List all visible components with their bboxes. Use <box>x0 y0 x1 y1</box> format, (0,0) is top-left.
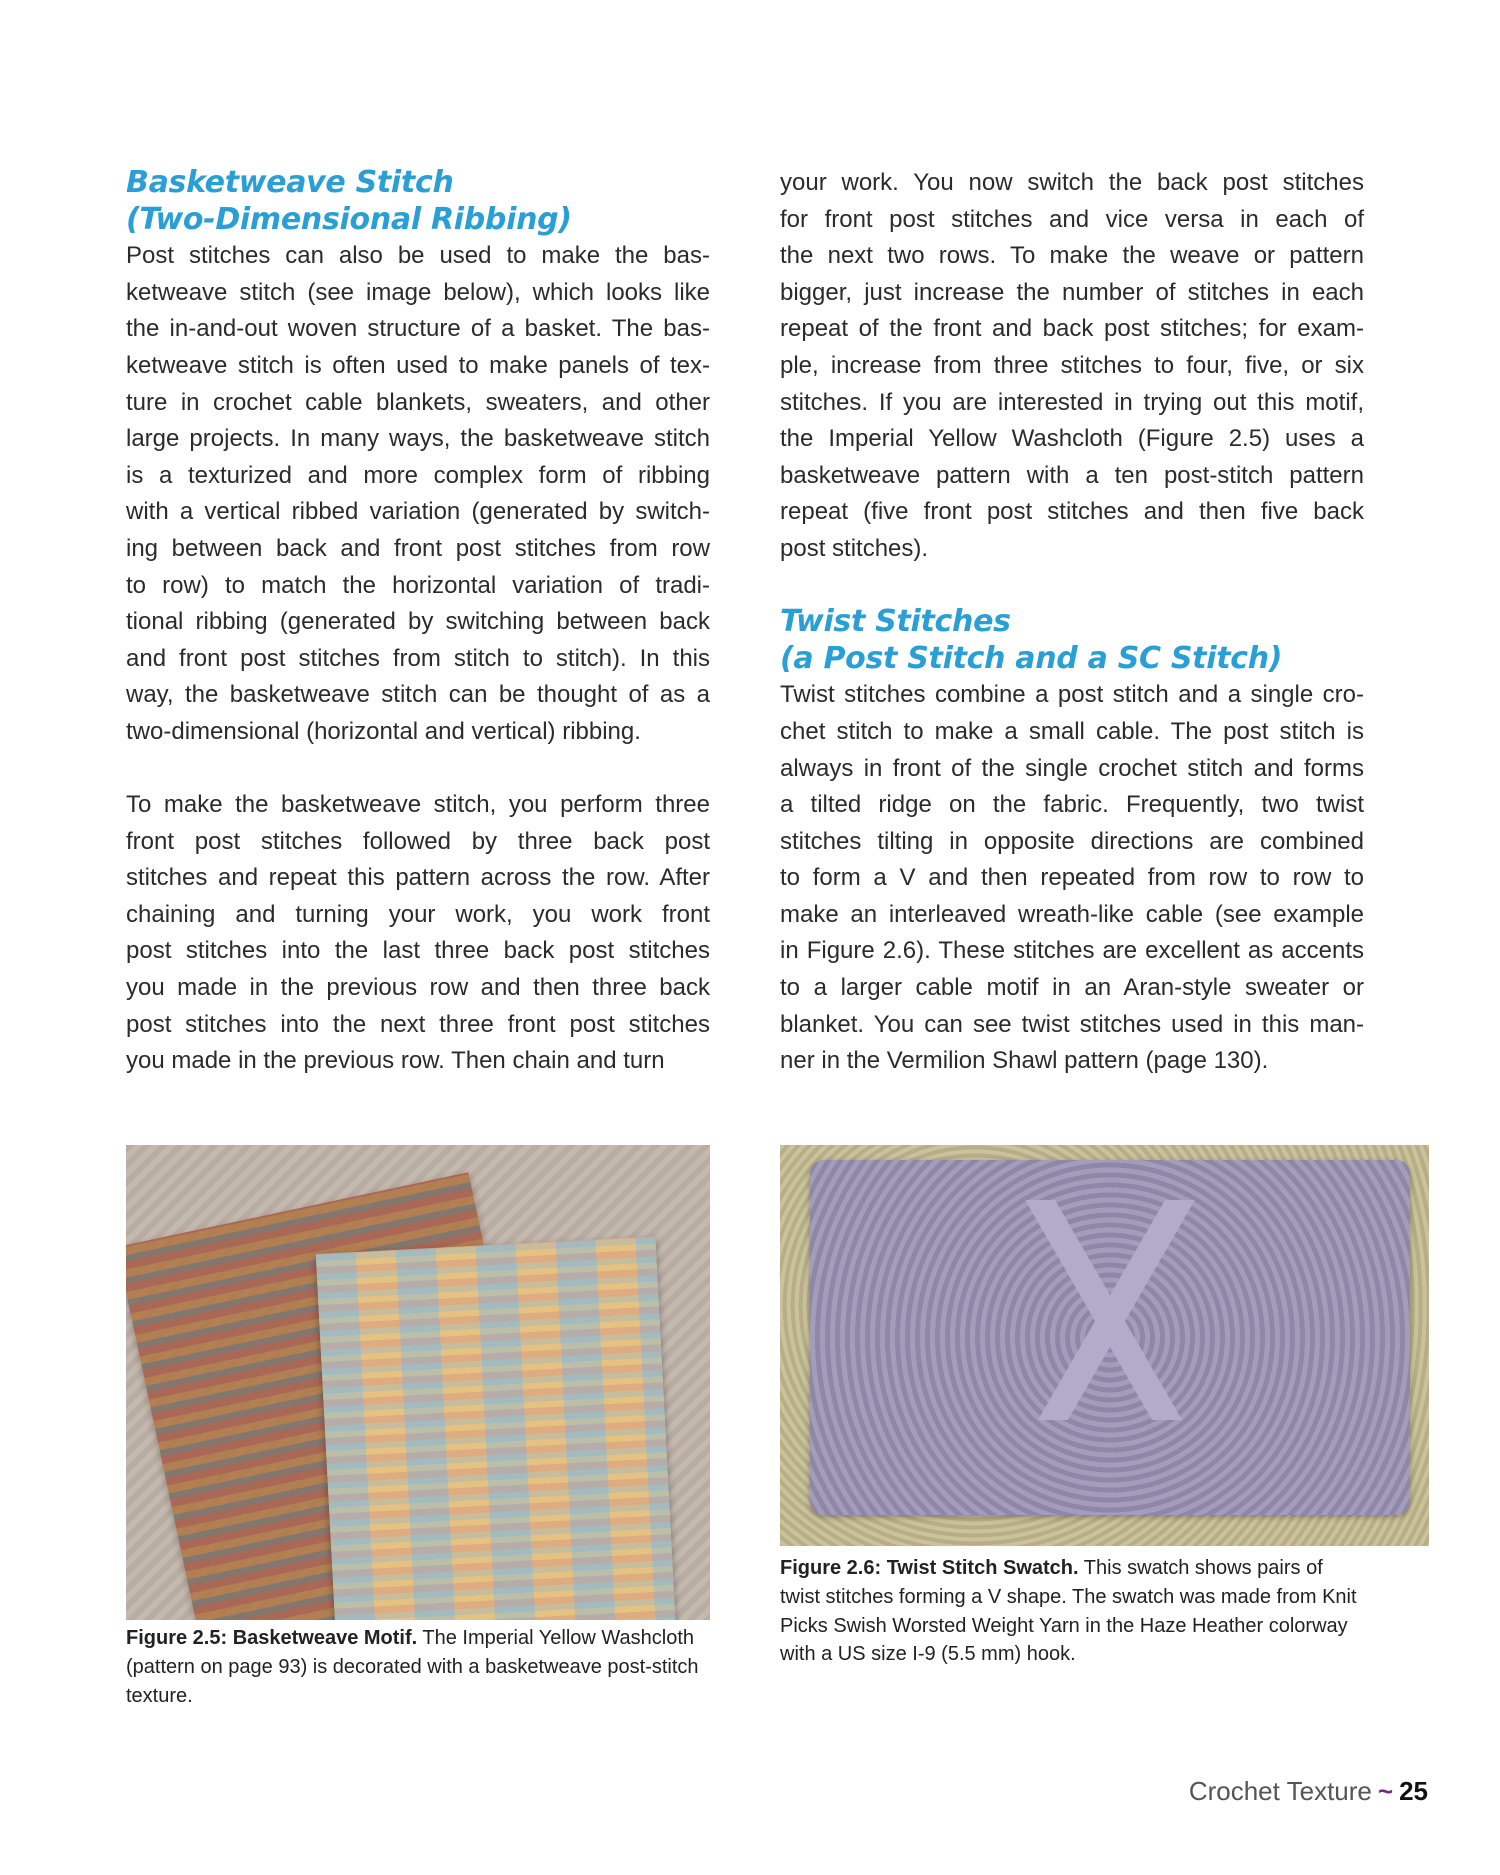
body-text-line: post stitches into the last three back post stitches <box>126 937 710 965</box>
body-text-line: tional ribbing (generated by switching between back <box>126 608 710 636</box>
running-footer-title: Crochet Texture <box>1188 1776 1372 1806</box>
body-text-line: you made in the previous row. Then chain and turn <box>126 1047 665 1075</box>
figure-text: The Imperial Yellow Washcloth (pattern on page 93) is decorated with a basketweave post-stitch texture. <box>126 1627 699 1707</box>
body-text-line: stitches and repeat this pattern across the row. After <box>126 864 710 892</box>
body-text-line: ketweave stitch (see image below), which looks like <box>126 278 710 306</box>
heading-line: (a Post Stitch and a SC Stitch) <box>780 640 1283 676</box>
body-text-line: two-dimensional (horizontal and vertical) ribbing. <box>126 717 641 745</box>
figure-text: This swatch shows pairs of twist stitches forming a V shape. The swatch was made from Knit Picks Swish Worsted Weight Yarn in the Haze Heather colorway with a US size I-9 (5.5 mm) hook. <box>780 1557 1357 1666</box>
body-text-line: front post stitches followed by three back post <box>126 827 710 855</box>
body-text-line: and front post stitches from stitch to stitch). In this <box>126 644 710 672</box>
basketweave-washcloth-photo <box>126 1145 710 1620</box>
body-text-line: to row) to match the horizontal variation of tradi- <box>126 571 710 599</box>
body-text-line: way, the basketweave stitch can be thought of as a <box>126 681 710 709</box>
body-text-line: ner in the Vermilion Shawl pattern (page 130). <box>780 1047 1269 1075</box>
body-text-line: post stitches). <box>780 534 929 562</box>
heading-line: (Two-Dimensional Ribbing) <box>126 201 572 237</box>
body-text-line: ing between back and front post stitches from row <box>126 534 710 562</box>
body-text-line: ture in crochet cable blankets, sweaters, and other <box>126 388 710 416</box>
body-text-line: you made in the previous row and then three back <box>126 974 710 1002</box>
body-text-line: in Figure 2.6). These stitches are excellent as accents <box>780 937 1364 965</box>
heading-line: Twist Stitches <box>780 604 1011 640</box>
body-text-line: the in-and-out woven structure of a basket. The bas- <box>126 315 710 343</box>
body-text-line: is a texturized and more complex form of ribbing <box>126 461 710 489</box>
body-text-line: stitches. If you are interested in trying out this motif, <box>780 388 1364 416</box>
heading-line: Basketweave Stitch <box>126 165 454 200</box>
body-text-line: stitches tilting in opposite directions are combined <box>780 827 1364 855</box>
body-text-line: Post stitches can also be used to make the bas- <box>126 242 710 270</box>
body-text-line: always in front of the single crochet stitch and forms <box>780 754 1364 782</box>
body-text-line: blanket. You can see twist stitches used in this man- <box>780 1010 1364 1038</box>
body-text-line: To make the basketweave stitch, you perform three <box>126 791 710 819</box>
page-number: 25 <box>1399 1776 1428 1806</box>
body-text-line: Twist stitches combine a post stitch and a single cro- <box>780 681 1364 709</box>
body-text-line: the next two rows. To make the weave or pattern <box>780 242 1364 270</box>
body-text-line: bigger, just increase the number of stitches in each <box>780 278 1364 306</box>
body-text-line: to form a V and then repeated from row to row to <box>780 864 1364 892</box>
right-column <box>780 165 1364 1080</box>
body-text-line: a tilted ridge on the fabric. Frequently, two twist <box>780 791 1364 819</box>
body-text-line: ketweave stitch is often used to make panels of tex- <box>126 351 710 379</box>
section-heading-basketweave <box>126 165 710 238</box>
twist-stitch-swatch-photo <box>780 1145 1429 1546</box>
body-text-line: repeat of the front and back post stitches; for exam- <box>780 315 1364 343</box>
body-text-line: ple, increase from three stitches to four, five, or six <box>780 351 1364 379</box>
figure-label: Figure 2.5: Basketweave Motif. <box>126 1627 418 1649</box>
body-text-line: repeat (five front post stitches and then five back <box>780 498 1364 526</box>
body-text-line: chaining and turning your work, you work front <box>126 900 710 928</box>
body-text-line: the Imperial Yellow Washcloth (Figure 2.5) uses a <box>780 425 1364 453</box>
body-text-line: your work. You now switch the back post stitches <box>780 169 1364 196</box>
body-text-line: chet stitch to make a small cable. The post stitch is <box>780 717 1364 745</box>
figure-2-6-caption <box>780 1554 1364 1669</box>
footer-separator: ~ <box>1377 1776 1394 1806</box>
body-text-line: post stitches into the next three front post stitches <box>126 1010 710 1038</box>
body-text-line: for front post stitches and vice versa in each of <box>780 205 1364 233</box>
figure-label: Figure 2.6: Twist Stitch Swatch. <box>780 1557 1079 1579</box>
body-text-line: basketweave pattern with a ten post-stitch pattern <box>780 461 1364 489</box>
body-text-line: make an interleaved wreath-like cable (see example <box>780 900 1364 928</box>
figure-2-5-caption <box>126 1624 710 1710</box>
body-text-line: with a vertical ribbed variation (generated by switch- <box>126 498 710 526</box>
body-text-line: to a larger cable motif in an Aran-style sweater or <box>780 974 1364 1002</box>
left-column <box>126 165 710 1080</box>
section-heading-twist <box>780 604 1364 677</box>
body-text-line: large projects. In many ways, the basketweave stitch <box>126 425 710 453</box>
page-footer <box>1189 1776 1428 1807</box>
